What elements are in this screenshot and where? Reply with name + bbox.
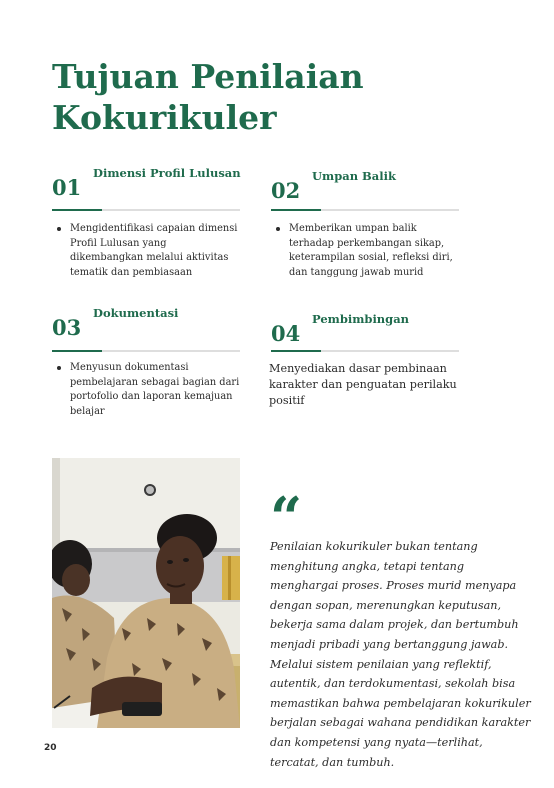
list-item: Menyusun dokumentasi pembelajaran sebagai bagian dari portofolio dan laporan kemajuan belajar [52, 361, 242, 419]
section-divider [271, 209, 459, 211]
list-item: Mengidentifikasi capaian dimensi Profil Lulusan yang dikembangkan melalui aktivitas tematik dan pembiasaan [52, 222, 242, 280]
section-divider [271, 350, 459, 352]
bullet-list [52, 361, 242, 419]
section-divider [52, 209, 240, 211]
quote-mark-icon: “ [270, 485, 303, 551]
section-heading: Pembimbingan [312, 312, 410, 326]
section-umpan-balik [271, 168, 461, 278]
section-number: 01 [52, 175, 82, 200]
section-dokumentasi [52, 305, 242, 417]
pull-quote: Penilaian kokurikuler bukan tentang menghitung angka, tetapi tentang menghargai proses. Proses murid menyapa dengan sopan, merenungkan keputusan, bekerja sama dalam projek, dan bertumbuh menjadi pribadi yang bertanggung jawab. Melalui sistem penilaian yang reflektif, autentik, dan terdokumentasi, sekolah bisa memastikan bahwa pembelajaran kokurikuler berjalan sebagai wahana pendidikan karakter dan kompetensi yang nyata—terlihat, tercatat, dan tumbuh. [270, 540, 531, 769]
section-divider [52, 350, 240, 352]
page-title-line-2: Kokurikuler [52, 98, 277, 137]
section-number: 02 [271, 178, 301, 203]
bullet-list [52, 222, 242, 280]
section-number: 04 [271, 321, 301, 346]
list-item: Memberikan umpan balik terhadap perkembangan sikap, keterampilan sosial, refleksi diri, dan tanggung jawab murid [271, 222, 461, 280]
classroom-photo [52, 458, 240, 728]
section-dimensi-profil-lulusan [52, 165, 242, 278]
bullet-list [271, 222, 461, 280]
page-number: 20 [44, 743, 57, 753]
section-heading: Umpan Balik [312, 169, 396, 183]
student-photo-illustration [52, 458, 240, 728]
section-heading: Dokumentasi [93, 306, 179, 320]
section-heading: Dimensi Profil Lulusan [93, 166, 241, 180]
section-text: Menyediakan dasar pembinaan karakter dan penguatan perilaku positif [269, 362, 457, 407]
section-number: 03 [52, 315, 82, 340]
page-title-line-1: Tujuan Penilaian [52, 57, 364, 96]
section-pembimbingan [269, 311, 461, 407]
page-title [52, 56, 492, 138]
